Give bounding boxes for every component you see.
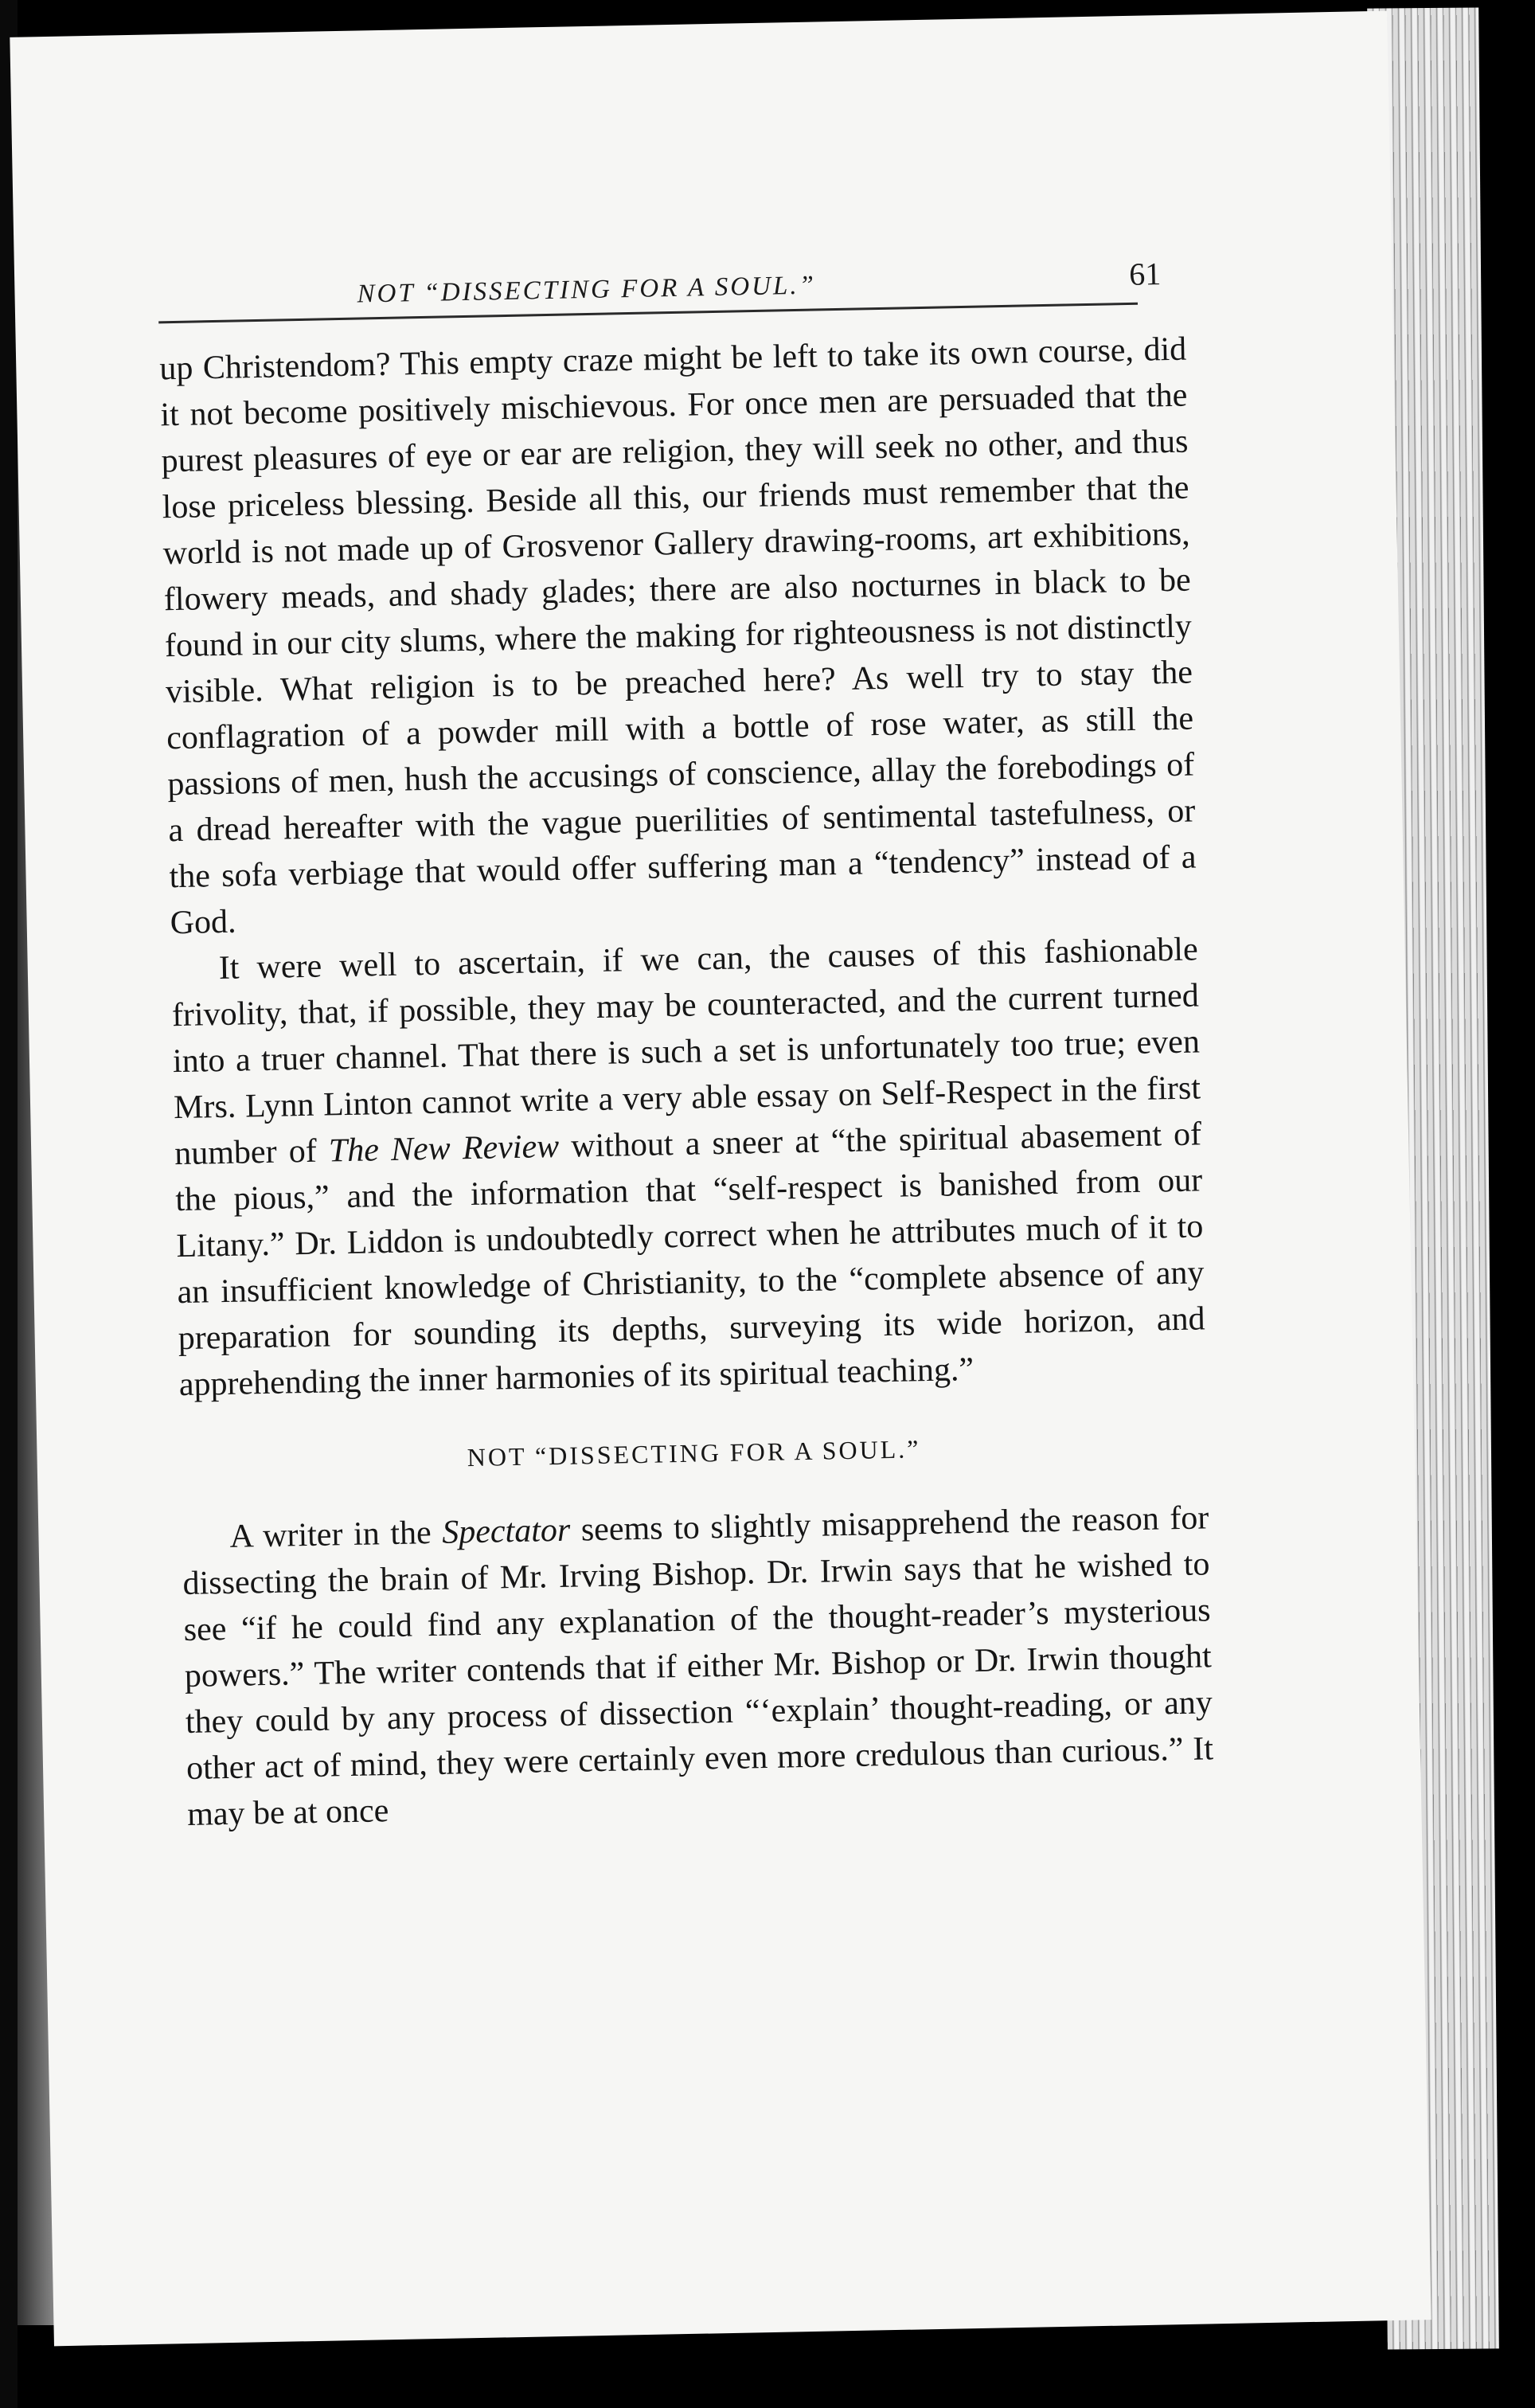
page-content: [158, 246, 1215, 1838]
paragraph-3: [182, 1495, 1215, 1838]
publication-name: Spectator: [441, 1511, 571, 1551]
section-heading: NOT “DISSECTING FOR A SOUL.”: [467, 1434, 921, 1472]
paragraph-3-text-a: A writer in the: [229, 1514, 443, 1555]
paragraph-1: [159, 326, 1197, 947]
publication-title: The New Review: [328, 1128, 560, 1170]
paragraph-1-text: up Christendom? This empty craze might be left to take its own course, did it not become positively mischievous. For once men are persuaded that the purest pleasures of eye or ear are religion, they will seek no other, and thus lose priceless blessing. Beside all this, our friends must remember that the world is not made up of Grosvenor Gallery drawing-rooms, art exhibitions, flowery meads, and shady glades; there are also nocturnes in black to be found in our city slums, where the making for righteousness is not distinctly visible. What religion is to be preached here? As well try to stay the conflagration of a powder mill with a bottle of rose water, as still the passions of men, hush the accusings of conscience, allay the forebodings of a dread hereafter with the vague puerilities of sentimental tastefulness, or the sofa verbiage that would offer suffering man a “tendency” instead of a God.: [158, 330, 1197, 942]
body-text: [159, 326, 1215, 1838]
running-head: NOT “DISSECTING FOR A SOUL.”: [357, 271, 817, 309]
page-header: [158, 246, 1185, 322]
paragraph-3-text-b: seems to slightly misapprehend the reason for dissecting the brain of Mr. Irving Bishop. Dr. Irwin says that he wished to see “if he could find any explanation of the thought-reader’s mysterious powers.” The writer contends that if either Mr. Bishop or Dr. Irwin thought they could by any process of dissection “‘explain’ thought-reading, or any other act of mind, they were certainly even more credulous than curious.” It may be at once: [182, 1499, 1214, 1834]
scan-background: [0, 0, 18, 2408]
paragraph-2-text-b: without a sneer at “the spiritual abasement of the pious,” and the information that “self-respect is banished from our Litany.” Dr. Liddon is undoubtedly correct when he attributes much of it to an insufficient knowledge of Christianity, to the “complete absence of any preparation for sounding its depths, surveying its wide horizon, and apprehending the inner harmonies of its spiritual teaching.”: [174, 1116, 1205, 1404]
book-page: [10, 11, 1431, 2347]
paragraph-2-text-a: It were well to ascertain, if we can, the causes of this fashionable frivolity, that, if possible, they may be counteracted, and the current turned into a truer channel. That there is such a set is unfortunately too true; even Mrs. Lynn Linton cannot write a very able essay on Self-Respect in the first number of: [171, 931, 1201, 1173]
paragraph-2: [170, 926, 1206, 1408]
page-number: 61: [1128, 256, 1162, 292]
